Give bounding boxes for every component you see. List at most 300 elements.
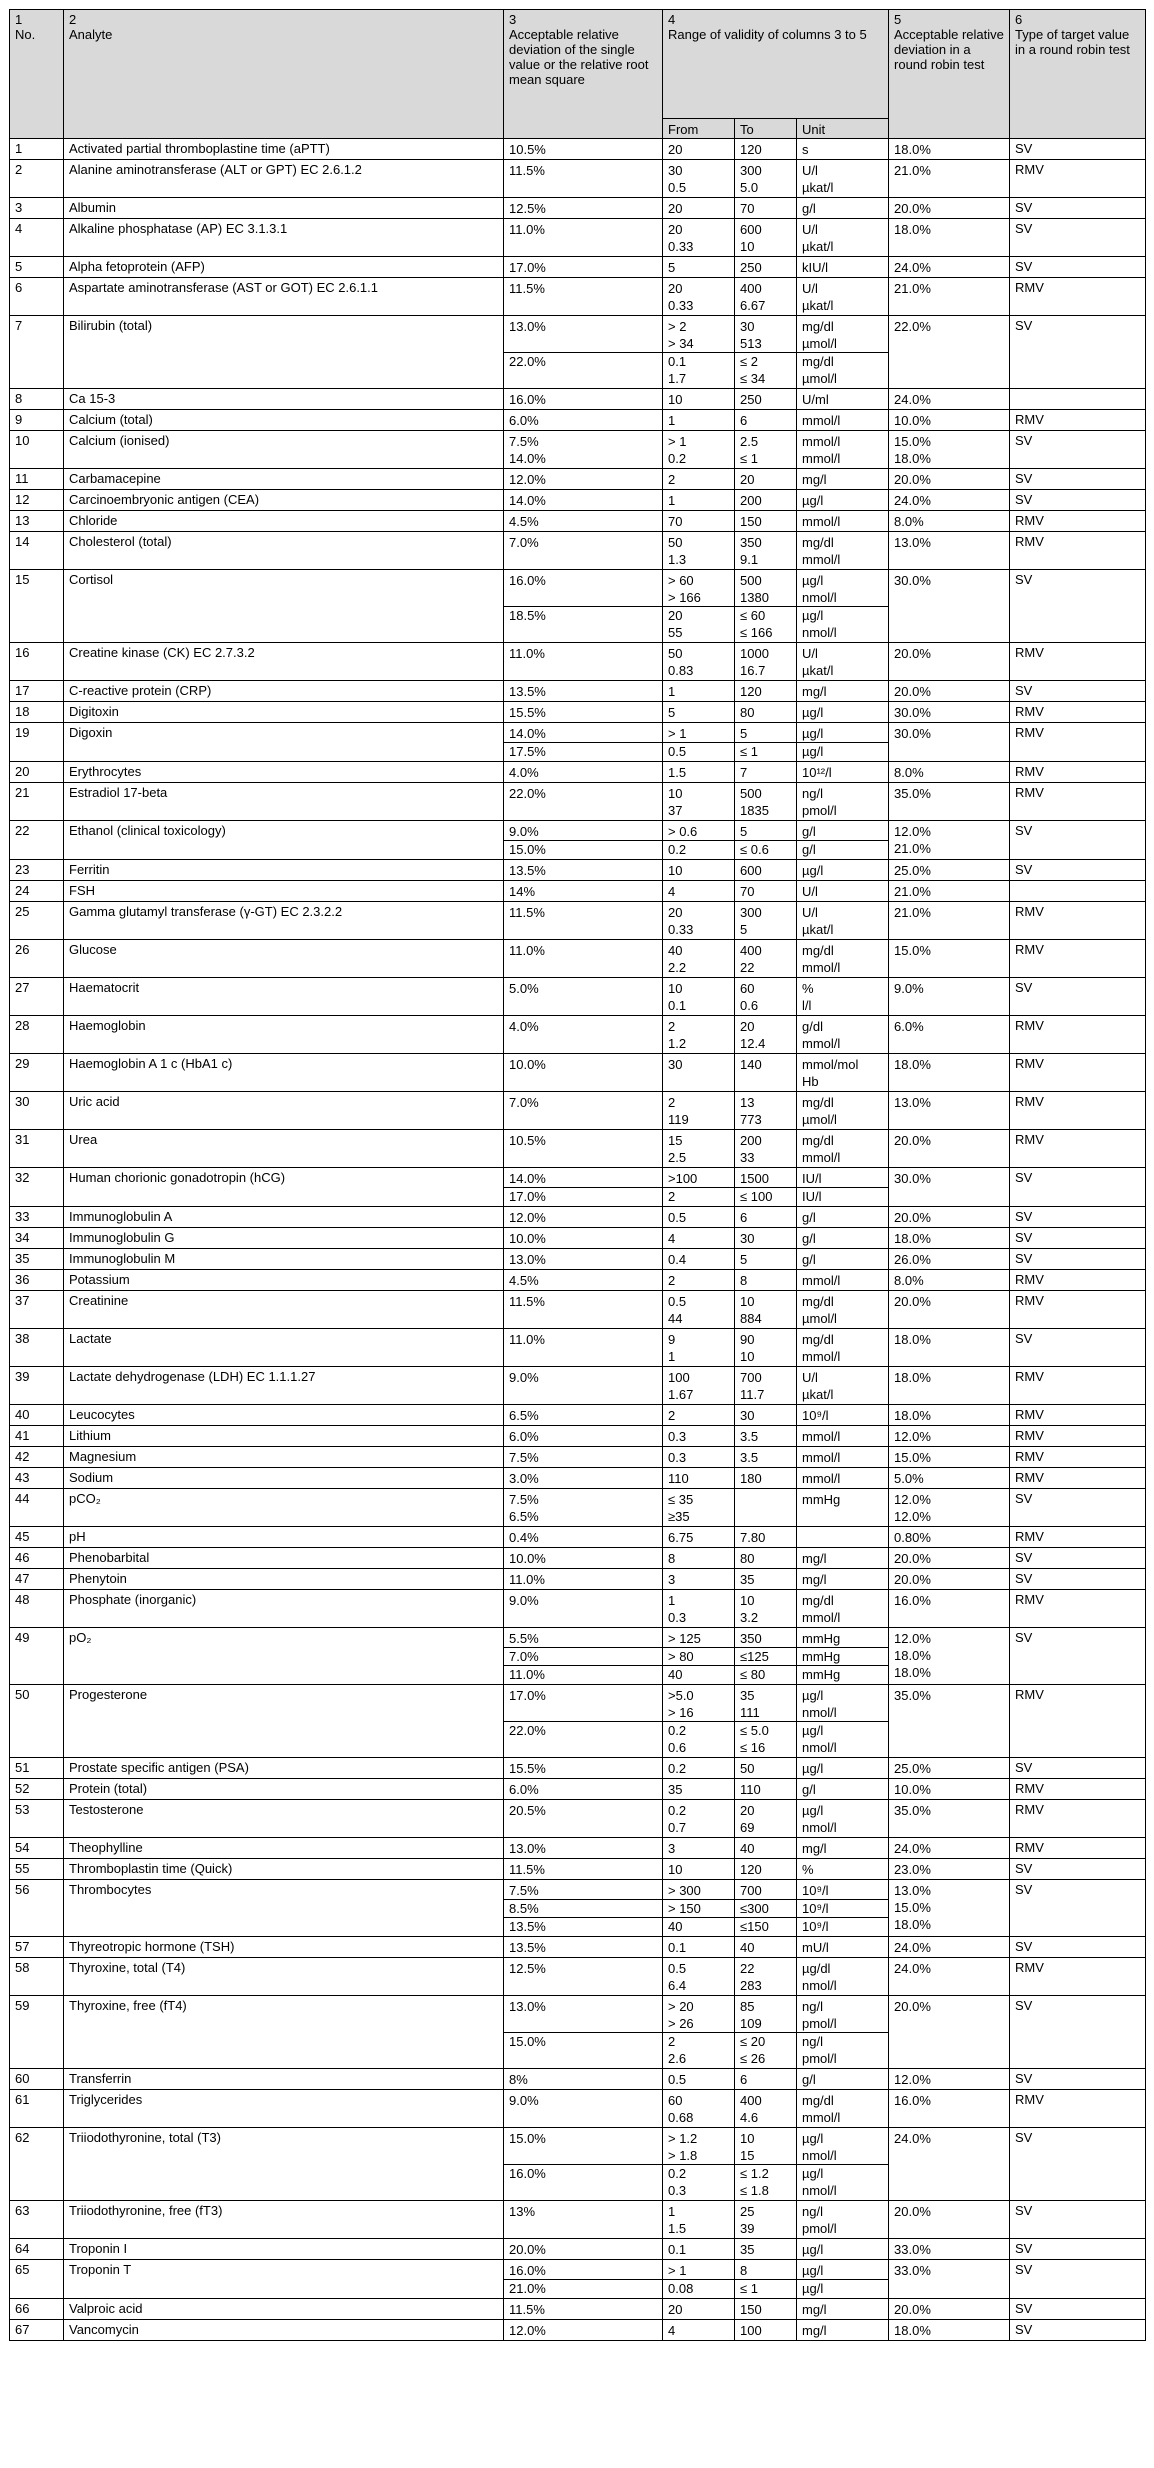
range-unit-line: mmol/l: [802, 451, 841, 466]
range-to: [735, 139, 797, 160]
range-unit: [797, 1880, 889, 1937]
roundrobin-deviation-line: 20.0%: [894, 201, 931, 216]
range-to-line: 120: [740, 1862, 762, 1877]
row-number: 54: [10, 1838, 64, 1859]
range-from-line: 0.3: [668, 1610, 687, 1625]
range-to: [735, 881, 797, 902]
row-number: 5: [10, 257, 64, 278]
range-to-line: 1500: [740, 1171, 769, 1186]
range-unit: [797, 389, 889, 410]
target-value-type: SV: [1010, 2299, 1146, 2320]
range-to: [735, 2260, 797, 2299]
header-from: From: [663, 119, 735, 139]
range-from-line: 0.68: [668, 2110, 694, 2125]
analyte-name: Thyroxine, total (T4): [64, 1958, 504, 1996]
range-unit: [797, 278, 889, 316]
range-unit-line: µkat/l: [802, 180, 834, 195]
range-from-line: 1.7: [668, 371, 687, 386]
range-from-line: 0.5: [668, 1294, 687, 1309]
row-number: 4: [10, 219, 64, 257]
range-to-line: 773: [740, 1112, 762, 1127]
single-deviation-line: 6.0%: [509, 1429, 539, 1444]
target-value-type: RMV: [1010, 2090, 1146, 2128]
roundrobin-deviation-line: 18.0%: [894, 1408, 931, 1423]
row-number: 21: [10, 783, 64, 821]
range-unit-line: pmol/l: [802, 2221, 837, 2236]
table-row: [10, 511, 1146, 532]
analyte-name: Ca 15-3: [64, 389, 504, 410]
range-from: [663, 821, 735, 860]
range-unit: [797, 532, 889, 570]
single-deviation: [504, 1168, 663, 1207]
range-from-line: > 1.8: [668, 2148, 698, 2163]
range-unit: [797, 821, 889, 860]
range-unit: [797, 902, 889, 940]
single-deviation-line: 10.0%: [509, 1057, 546, 1072]
single-deviation-line: 11.0%: [509, 1572, 545, 1587]
range-to: [735, 2128, 797, 2201]
range-from-line: 0.08: [663, 2279, 734, 2297]
target-value-type: SV: [1010, 2320, 1146, 2341]
range-unit-line: mmol/l: [802, 1429, 841, 1444]
range-from-line: 20: [668, 2302, 683, 2317]
range-unit-line: U/l: [802, 163, 818, 178]
range-to-line: 90: [740, 1332, 755, 1347]
range-unit-line: %: [802, 1862, 814, 1877]
range-unit-line: U/l: [802, 1370, 818, 1385]
range-from: [663, 2239, 735, 2260]
range-from: [663, 723, 735, 762]
table-row: [10, 1880, 1146, 1937]
range-from: [663, 2069, 735, 2090]
table-row: [10, 139, 1146, 160]
range-to-line: ≤125: [735, 1647, 796, 1665]
single-deviation-line: 10.5%: [509, 142, 546, 157]
single-deviation-line: 11.5%: [509, 2302, 545, 2317]
range-unit-line: %: [802, 981, 814, 996]
range-unit-line: mg/dl: [802, 2093, 834, 2108]
range-to-line: 22: [740, 1961, 755, 1976]
range-unit-line: µkat/l: [802, 298, 834, 313]
analyte-name: Valproic acid: [64, 2299, 504, 2320]
roundrobin-deviation: [889, 643, 1010, 681]
analyte-name: Creatinine: [64, 1291, 504, 1329]
row-number: 25: [10, 902, 64, 940]
range-from: [663, 1628, 735, 1685]
single-deviation: [504, 198, 663, 219]
table-row: [10, 1426, 1146, 1447]
range-to-line: [740, 1491, 791, 1508]
range-unit-line: [802, 1529, 883, 1546]
range-from-line: 20: [663, 606, 734, 624]
range-from: [663, 783, 735, 821]
range-unit: [797, 1054, 889, 1092]
single-deviation: [504, 1859, 663, 1880]
range-from-line: 20: [668, 142, 683, 157]
range-unit-line: µg/l: [802, 1761, 824, 1776]
roundrobin-deviation: [889, 2069, 1010, 2090]
range-unit: [797, 2239, 889, 2260]
table-row: [10, 1168, 1146, 1207]
analyte-name: Digoxin: [64, 723, 504, 762]
range-from: [663, 1270, 735, 1291]
row-number: 29: [10, 1054, 64, 1092]
range-to: [735, 1548, 797, 1569]
range-to: [735, 2320, 797, 2341]
roundrobin-deviation: [889, 431, 1010, 469]
range-to: [735, 821, 797, 860]
single-deviation: [504, 1590, 663, 1628]
range-from-line: 4: [668, 884, 676, 899]
roundrobin-deviation-line: 8.0%: [894, 514, 924, 529]
range-from: [663, 570, 735, 643]
target-value-type: RMV: [1010, 1291, 1146, 1329]
range-unit-line: mmol/l: [802, 2110, 841, 2125]
range-from: [663, 1859, 735, 1880]
analyte-name: Protein (total): [64, 1779, 504, 1800]
single-deviation-line: 13.5%: [509, 1940, 546, 1955]
range-unit-line: mmHg: [802, 1631, 841, 1646]
range-from-line: 9: [668, 1332, 676, 1347]
single-deviation-line: 17.0%: [504, 1187, 662, 1205]
range-from: [663, 139, 735, 160]
range-unit-line: mmHg: [797, 1647, 888, 1665]
range-to-line: 300: [740, 905, 762, 920]
range-to: [735, 257, 797, 278]
range-to-line: ≤300: [735, 1899, 796, 1917]
analyte-name: Uric acid: [64, 1092, 504, 1130]
range-unit-line: µg/l: [802, 726, 824, 741]
roundrobin-deviation: [889, 1937, 1010, 1958]
range-unit-line: nmol/l: [802, 1705, 837, 1720]
range-to-line: 1380: [740, 590, 769, 605]
range-to-line: 884: [740, 1311, 762, 1326]
row-number: 55: [10, 1859, 64, 1880]
range-from-line: 10: [668, 1862, 683, 1877]
roundrobin-deviation: [889, 2320, 1010, 2341]
range-to: [735, 1447, 797, 1468]
row-number: 64: [10, 2239, 64, 2260]
single-deviation-line: 11.5%: [509, 1862, 545, 1877]
range-from-line: 2: [663, 2032, 734, 2050]
range-to-line: 15: [740, 2148, 755, 2163]
range-unit-line: g/l: [802, 2072, 816, 2087]
range-unit-line: mmol/l: [802, 434, 841, 449]
range-from-line: 6.4: [668, 1978, 687, 1993]
analyte-name: Troponin I: [64, 2239, 504, 2260]
row-number: 59: [10, 1996, 64, 2069]
row-number: 51: [10, 1758, 64, 1779]
range-to: [735, 1329, 797, 1367]
roundrobin-deviation-line: 15.0%: [894, 434, 931, 449]
table-row: [10, 902, 1146, 940]
range-to-line: 20: [740, 1019, 755, 1034]
range-from: [663, 860, 735, 881]
table-row: [10, 1937, 1146, 1958]
range-unit: [797, 2320, 889, 2341]
table-row: [10, 1996, 1146, 2069]
range-from-line: 2: [663, 1187, 734, 1205]
analyte-name: Cortisol: [64, 570, 504, 643]
single-deviation-line: 14.0%: [509, 1171, 546, 1186]
single-deviation: [504, 881, 663, 902]
range-to-line: 500: [740, 786, 762, 801]
single-deviation-line: 14.0%: [509, 451, 546, 466]
range-unit-line: µmol/l: [802, 1311, 837, 1326]
target-value-type: SV: [1010, 1628, 1146, 1685]
range-unit: [797, 978, 889, 1016]
table-row: [10, 219, 1146, 257]
range-unit-line: mg/dl: [802, 319, 834, 334]
row-number: 39: [10, 1367, 64, 1405]
single-deviation: [504, 1569, 663, 1590]
range-to-line: 100: [740, 2323, 762, 2338]
range-from-line: 40: [663, 1917, 734, 1935]
range-unit-line: nmol/l: [802, 1740, 837, 1755]
roundrobin-deviation: [889, 1168, 1010, 1207]
range-unit-line: nmol/l: [802, 1978, 837, 1993]
roundrobin-deviation-line: 9.0%: [894, 981, 924, 996]
single-deviation-line: 6.0%: [509, 1782, 539, 1797]
analyte-name: Calcium (ionised): [64, 431, 504, 469]
range-from: [663, 1548, 735, 1569]
range-to-line: 3.5: [740, 1450, 759, 1465]
single-deviation: [504, 1130, 663, 1168]
range-from-line: > 1.2: [668, 2131, 698, 2146]
target-value-type: RMV: [1010, 1527, 1146, 1548]
target-value-type: RMV: [1010, 783, 1146, 821]
range-from-line: 20: [668, 222, 683, 237]
range-from-line: 55: [668, 625, 683, 640]
row-number: 27: [10, 978, 64, 1016]
range-to-line: 350: [740, 535, 762, 550]
range-from-line: ≤ 35: [668, 1492, 694, 1507]
roundrobin-deviation: [889, 1405, 1010, 1426]
range-to: [735, 860, 797, 881]
range-to-line: 5: [740, 1252, 748, 1267]
roundrobin-deviation-line: 24.0%: [894, 1961, 931, 1976]
analyte-name: C-reactive protein (CRP): [64, 681, 504, 702]
single-deviation-line: 13.5%: [509, 684, 546, 699]
roundrobin-deviation-line: 30.0%: [894, 705, 931, 720]
range-to-line: 16.7: [740, 663, 766, 678]
target-value-type: [1010, 389, 1146, 410]
range-unit-line: nmol/l: [802, 590, 837, 605]
range-from-line: 50: [668, 646, 683, 661]
range-unit-line: mg/l: [802, 1841, 827, 1856]
range-to-line: 70: [740, 201, 755, 216]
single-deviation: [504, 1937, 663, 1958]
target-value-type: RMV: [1010, 1016, 1146, 1054]
single-deviation: [504, 257, 663, 278]
single-deviation: [504, 1329, 663, 1367]
range-to: [735, 1367, 797, 1405]
range-unit-line: g/l: [802, 1782, 816, 1797]
range-to-line: 700: [740, 1370, 762, 1385]
single-deviation: [504, 783, 663, 821]
range-from-line: 10: [668, 981, 683, 996]
range-from-line: 6.75: [668, 1530, 694, 1545]
range-from-line: 20: [668, 905, 683, 920]
range-unit: [797, 1468, 889, 1489]
analyte-name: Leucocytes: [64, 1405, 504, 1426]
target-value-type: SV: [1010, 316, 1146, 389]
single-deviation: [504, 978, 663, 1016]
roundrobin-deviation-line: 6.0%: [894, 1019, 924, 1034]
range-to: [735, 1270, 797, 1291]
single-deviation: [504, 1996, 663, 2069]
target-value-type: RMV: [1010, 1590, 1146, 1628]
single-deviation: [504, 2201, 663, 2239]
single-deviation-line: 16.0%: [509, 2263, 546, 2278]
header-col-6: 6 Type of target value in a round robin test: [1010, 10, 1146, 139]
single-deviation: [504, 1880, 663, 1937]
range-unit: [797, 1590, 889, 1628]
range-unit: [797, 1937, 889, 1958]
table-row: [10, 2090, 1146, 2128]
single-deviation-line: 13.0%: [509, 1999, 546, 2014]
row-number: 35: [10, 1249, 64, 1270]
range-to-line: 120: [740, 142, 762, 157]
range-from-line: 35: [668, 1782, 683, 1797]
range-to-line: 350: [740, 1631, 762, 1646]
roundrobin-deviation-line: 12.0%: [894, 824, 931, 839]
range-from-line: 0.5: [663, 742, 734, 760]
table-row: [10, 1468, 1146, 1489]
range-unit-line: mmol/l: [802, 514, 841, 529]
single-deviation: [504, 762, 663, 783]
roundrobin-deviation-line: 20.0%: [894, 1999, 931, 2014]
range-from-line: > 60: [668, 573, 694, 588]
target-value-type: RMV: [1010, 762, 1146, 783]
range-unit-line: g/l: [797, 840, 888, 858]
analyte-name: Ethanol (clinical toxicology): [64, 821, 504, 860]
analyte-name: Phenobarbital: [64, 1548, 504, 1569]
range-to: [735, 940, 797, 978]
range-to: [735, 902, 797, 940]
roundrobin-deviation: [889, 1249, 1010, 1270]
row-number: 6: [10, 278, 64, 316]
range-unit: [797, 1628, 889, 1685]
range-unit: [797, 940, 889, 978]
range-from-line: 1: [668, 1593, 676, 1608]
row-number: 12: [10, 490, 64, 511]
single-deviation: [504, 1838, 663, 1859]
single-deviation-line: 4.0%: [509, 1019, 539, 1034]
range-to: [735, 2201, 797, 2239]
single-deviation: [504, 643, 663, 681]
range-unit: [797, 1168, 889, 1207]
range-from: [663, 1447, 735, 1468]
range-to-line: 4.6: [740, 2110, 759, 2125]
range-unit-line: ng/l: [802, 2204, 823, 2219]
table-row: [10, 681, 1146, 702]
row-number: 22: [10, 821, 64, 860]
range-from-line: > 2: [668, 319, 687, 334]
roundrobin-deviation-line: 0.80%: [894, 1530, 931, 1545]
range-from-line: 10: [668, 392, 683, 407]
range-from-line: 20: [668, 201, 683, 216]
range-to-line: 150: [740, 514, 762, 529]
range-unit-line: µg/l: [797, 606, 888, 624]
analyte-name: Progesterone: [64, 1685, 504, 1758]
single-deviation: [504, 860, 663, 881]
range-from-line: > 16: [668, 1705, 694, 1720]
row-number: 42: [10, 1447, 64, 1468]
range-unit: [797, 643, 889, 681]
range-from-line: 10: [668, 863, 683, 878]
range-from-line: 15: [668, 1133, 683, 1148]
range-unit: [797, 1548, 889, 1569]
single-deviation-line: 12.0%: [509, 472, 546, 487]
range-from: [663, 316, 735, 389]
range-from-line: 0.1: [668, 1940, 687, 1955]
target-value-type: SV: [1010, 2069, 1146, 2090]
range-from: [663, 1207, 735, 1228]
table-row: [10, 1291, 1146, 1329]
single-deviation: [504, 1405, 663, 1426]
row-number: 24: [10, 881, 64, 902]
single-deviation-line: 11.0%: [509, 646, 545, 661]
range-from-line: >100: [668, 1171, 698, 1186]
range-to-line: 6: [740, 1210, 748, 1225]
roundrobin-deviation-line: 5.0%: [894, 1471, 924, 1486]
row-number: 2: [10, 160, 64, 198]
range-from-line: > 20: [668, 1999, 694, 2014]
target-value-type: RMV: [1010, 1800, 1146, 1838]
range-from-line: >5.0: [668, 1688, 694, 1703]
range-to: [735, 160, 797, 198]
range-to-line: 80: [740, 705, 755, 720]
row-number: 23: [10, 860, 64, 881]
roundrobin-deviation-line: 21.0%: [894, 163, 931, 178]
table-row: [10, 860, 1146, 881]
target-value-type: SV: [1010, 570, 1146, 643]
range-to: [735, 1468, 797, 1489]
table-row: [10, 702, 1146, 723]
range-unit-line: µg/l: [802, 2131, 824, 2146]
roundrobin-deviation-line: 21.0%: [894, 841, 931, 856]
roundrobin-deviation: [889, 257, 1010, 278]
target-value-type: RMV: [1010, 1367, 1146, 1405]
single-deviation: [504, 1628, 663, 1685]
roundrobin-deviation-line: 22.0%: [894, 319, 931, 334]
roundrobin-deviation-line: 24.0%: [894, 260, 931, 275]
analyte-name: Erythrocytes: [64, 762, 504, 783]
range-from-line: 0.33: [668, 239, 694, 254]
table-body: [10, 139, 1146, 2341]
analyte-name: pH: [64, 1527, 504, 1548]
single-deviation-line: 20.0%: [509, 2242, 546, 2257]
header-col-4: 4 Range of validity of columns 3 to 5: [663, 10, 889, 119]
roundrobin-deviation: [889, 1489, 1010, 1527]
range-unit: [797, 1758, 889, 1779]
range-unit-line: mmol/l: [802, 960, 841, 975]
roundrobin-deviation: [889, 2201, 1010, 2239]
range-to: [735, 783, 797, 821]
target-value-type: RMV: [1010, 643, 1146, 681]
table-row: [10, 431, 1146, 469]
range-to-line: 513: [740, 336, 762, 351]
table-row: [10, 1228, 1146, 1249]
roundrobin-deviation: [889, 1291, 1010, 1329]
roundrobin-deviation-line: 13.0%: [894, 1883, 931, 1898]
roundrobin-deviation-line: 33.0%: [894, 2242, 931, 2257]
range-unit-line: µg/l: [797, 1721, 888, 1739]
analyte-name: Transferrin: [64, 2069, 504, 2090]
single-deviation-line: 6.5%: [509, 1408, 539, 1423]
row-number: 52: [10, 1779, 64, 1800]
